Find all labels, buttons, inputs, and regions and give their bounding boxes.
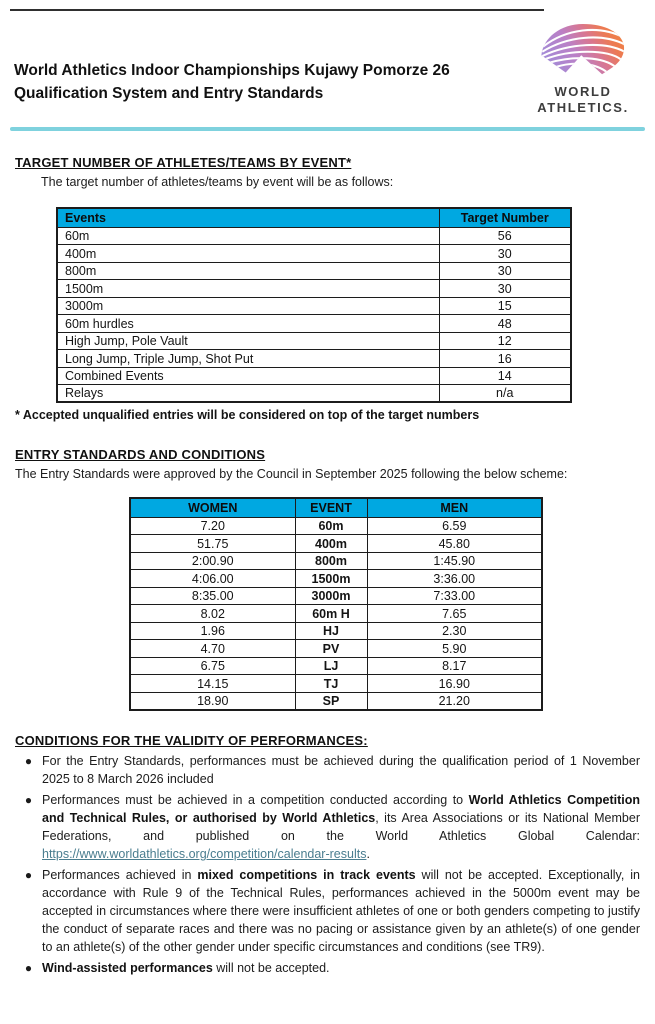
table-row [130, 552, 542, 570]
logo-word-athletics: ATHLETICS. [537, 99, 629, 115]
table-cell: 800m [57, 262, 439, 280]
table-row [130, 622, 542, 640]
logo-word-world: WORLD [554, 84, 612, 99]
table-row [57, 385, 571, 403]
table-cell: 1.96 [130, 622, 295, 640]
table-cell: TJ [295, 675, 367, 693]
table-cell: 30 [439, 262, 571, 280]
table-cell: PV [295, 640, 367, 658]
table-cell: 1500m [295, 570, 367, 588]
table-cell: Combined Events [57, 367, 439, 385]
table-cell: 6.75 [130, 657, 295, 675]
table-cell: 3000m [57, 297, 439, 315]
table-cell: 7.65 [367, 605, 542, 623]
table-row [57, 297, 571, 315]
page-title-line2: Qualification System and Entry Standards [14, 84, 324, 102]
table-row [57, 367, 571, 385]
list-item [15, 791, 640, 863]
table-row [130, 657, 542, 675]
global-calendar-link[interactable]: https://www.worldathletics.org/competition/calendar-results [42, 846, 367, 861]
bold-text: World Athletics Competition and Technical Rules, or authorised by World Athletics [42, 792, 640, 825]
table-cell: Long Jump, Triple Jump, Shot Put [57, 350, 439, 368]
table-cell: 2:00.90 [130, 552, 295, 570]
table-cell: 30 [439, 280, 571, 298]
table-row [130, 517, 542, 535]
table-cell: 14 [439, 367, 571, 385]
page-title [14, 59, 450, 106]
conditions-bullet-list [15, 752, 640, 977]
table-header-row [130, 498, 542, 517]
table-cell: 1:45.90 [367, 552, 542, 570]
entry-standards-intro: The Entry Standards were approved by the Council in September 2025 following the below scheme: [15, 467, 568, 482]
table-row [130, 587, 542, 605]
table-cell: 48 [439, 315, 571, 333]
table-cell: 12 [439, 332, 571, 350]
table-row [57, 315, 571, 333]
table-cell: 16.90 [367, 675, 542, 693]
table-cell: 60m hurdles [57, 315, 439, 333]
table-header-row [57, 208, 571, 227]
cyan-divider-rule [10, 127, 645, 131]
section-entry-standards [15, 447, 640, 711]
table-cell: SP [295, 692, 367, 710]
table-row [57, 227, 571, 245]
table-cell: 18.90 [130, 692, 295, 710]
table-cell: 16 [439, 350, 571, 368]
document-header [0, 0, 655, 115]
world-athletics-logo-icon [531, 18, 635, 82]
bold-text: mixed competitions in track events [197, 867, 416, 882]
table-cell: n/a [439, 385, 571, 403]
table-cell: 8.02 [130, 605, 295, 623]
target-number-table [56, 207, 572, 403]
list-item [15, 752, 640, 788]
table-cell: 56 [439, 227, 571, 245]
logo-wordmark [525, 84, 641, 115]
column-header-men: MEN [367, 498, 542, 517]
table-cell: 8:35.00 [130, 587, 295, 605]
table-row [57, 245, 571, 263]
table-cell: 21.20 [367, 692, 542, 710]
table-cell: 30 [439, 245, 571, 263]
table-cell: 4:06.00 [130, 570, 295, 588]
bold-text: Wind-assisted performances [42, 960, 213, 975]
column-header-women: WOMEN [130, 498, 295, 517]
column-header-target-number: Target Number [439, 208, 571, 227]
table-row [130, 640, 542, 658]
bullet-icon: ● [24, 753, 33, 768]
bullet-icon: ● [24, 792, 33, 807]
world-athletics-logo [525, 18, 643, 115]
table-cell: 4.70 [130, 640, 295, 658]
table-cell: 5.90 [367, 640, 542, 658]
table-cell: 7:33.00 [367, 587, 542, 605]
table-row [57, 280, 571, 298]
table-cell: 400m [57, 245, 439, 263]
column-header-event: EVENT [295, 498, 367, 517]
table-cell: 6.59 [367, 517, 542, 535]
table-row [130, 535, 542, 553]
table-cell: Relays [57, 385, 439, 403]
table-cell: 3000m [295, 587, 367, 605]
table-cell: 51.75 [130, 535, 295, 553]
table-row [57, 262, 571, 280]
table-row [57, 350, 571, 368]
condition-qualification-period: For the Entry Standards, performances must be achieved during the qualification period of 1 November 2025 to 8 March 2026 included [42, 753, 640, 786]
entry-standards-table [129, 497, 543, 711]
table-row [57, 332, 571, 350]
table-cell: 7.20 [130, 517, 295, 535]
table-cell: HJ [295, 622, 367, 640]
table-row [130, 675, 542, 693]
table-cell: LJ [295, 657, 367, 675]
table-cell: 8.17 [367, 657, 542, 675]
condition-mixed-competitions: Performances achieved in mixed competitions in track events will not be accepted. Exceptionally, in accordance with Rule 9 of the Technical Rules, performances achieved in the 5000m event may be accepted in circumstances where there were insufficient athletes of one or both genders competing to justify the conduct of separate races and there was no pacing or assistance given by an athlete(s) of one gender to an athlete(s) of the other gender under specific circumstances and conditions (see TR9). [42, 867, 640, 954]
target-numbers-footnote: * Accepted unqualified entries will be considered on top of the target numbers [15, 408, 480, 423]
table-cell: 2.30 [367, 622, 542, 640]
list-item [15, 959, 640, 977]
table-cell: 400m [295, 535, 367, 553]
table-cell: 14.15 [130, 675, 295, 693]
table-cell: 45.80 [367, 535, 542, 553]
table-row [130, 692, 542, 710]
bullet-icon: ● [24, 867, 33, 882]
condition-competition-rules: Performances must be achieved in a competition conducted according to World Athletics Competition and Technical Rules, or authorised by World Athletics, its Area Associations or its National Member Federations, and published on the World Athletics Global Calendar: https://www.worldathletics.org/competition/calendar-results. [42, 792, 640, 861]
section-target-numbers [15, 155, 640, 422]
target-numbers-intro: The target number of athletes/teams by event will be as follows: [41, 175, 394, 190]
section-validity-conditions [15, 733, 640, 977]
list-item [15, 866, 640, 956]
page-title-line1: World Athletics Indoor Championships Kujawy Pomorze 26 [14, 61, 450, 79]
table-cell: 800m [295, 552, 367, 570]
section-heading-validity-conditions: CONDITIONS FOR THE VALIDITY OF PERFORMANCES: [15, 732, 368, 748]
condition-wind-assisted: Wind-assisted performances will not be accepted. [42, 960, 330, 975]
page-top-rule [10, 9, 544, 11]
table-cell: 60m [295, 517, 367, 535]
section-heading-entry-standards: ENTRY STANDARDS AND CONDITIONS [15, 447, 266, 463]
bullet-icon: ● [24, 960, 33, 975]
table-cell: 15 [439, 297, 571, 315]
table-cell: 3:36.00 [367, 570, 542, 588]
table-cell: 60m H [295, 605, 367, 623]
table-cell: High Jump, Pole Vault [57, 332, 439, 350]
table-row [130, 570, 542, 588]
table-row [130, 605, 542, 623]
column-header-events: Events [57, 208, 439, 227]
table-cell: 1500m [57, 280, 439, 298]
table-cell: 60m [57, 227, 439, 245]
title-block [14, 59, 450, 116]
section-heading-target-numbers: TARGET NUMBER OF ATHLETES/TEAMS BY EVENT* [15, 155, 352, 171]
